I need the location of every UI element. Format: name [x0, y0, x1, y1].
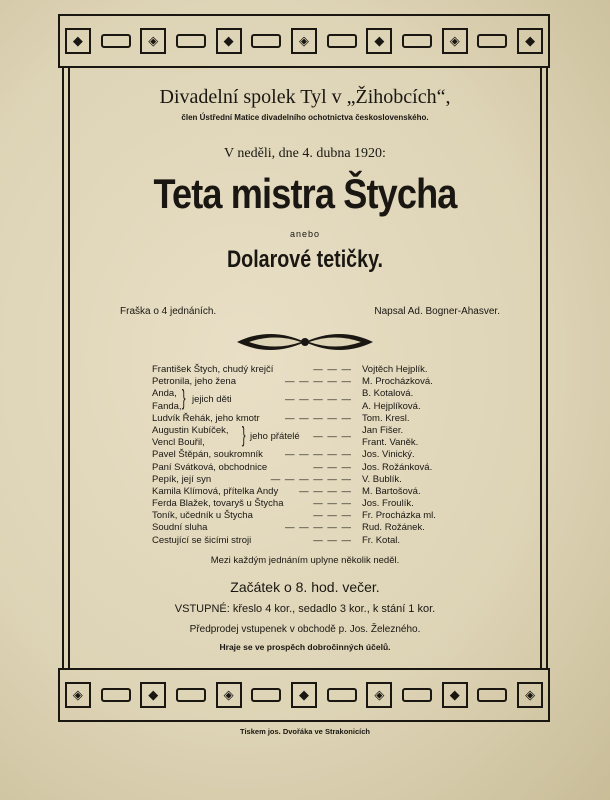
bottom-ornament-band: [58, 668, 550, 722]
cast-row: [152, 462, 512, 474]
cast-actor: M. Procházková.: [362, 376, 433, 388]
ornament-icon: ◆: [517, 28, 543, 54]
cast-role: Anda,: [152, 388, 177, 400]
ornament-bar: [327, 34, 357, 48]
ticket-prices: VSTUPNÉ: křeslo 4 kor., sedadlo 3 kor., k stání 1 kor.: [174, 603, 436, 615]
cast-role: Vencl Bouřil,: [152, 437, 205, 449]
ornament-bar: [101, 34, 131, 48]
cast-row: [152, 437, 512, 449]
cast-role: Pepík, její syn: [152, 473, 212, 485]
cast-row: [152, 413, 512, 425]
cast-row: [152, 498, 512, 510]
cast-list: [152, 364, 512, 547]
leader-dashes: — — —: [313, 534, 352, 546]
ornament-icon: ◆: [291, 682, 317, 708]
ornament-bar: [327, 688, 357, 702]
cast-actor: Frant. Vaněk.: [362, 437, 419, 449]
left-border-rule: [62, 66, 64, 670]
leader-dashes: — — — — —: [284, 522, 352, 534]
ornament-icon: ◈: [517, 682, 543, 708]
poster-content: [80, 66, 530, 670]
ornament-bar: [176, 688, 206, 702]
cast-actor: M. Bartošová.: [362, 485, 421, 497]
cast-role: Ferda Blažek, tovaryš u Štycha: [152, 498, 284, 510]
interval-note: Mezi každým jednáním uplyne několik neděl.: [210, 555, 400, 566]
cast-role: Petronila, jeho žena: [152, 376, 236, 388]
start-time: Začátek o 8. hod. večer.: [230, 579, 380, 595]
group-label: jejich děti: [192, 394, 232, 406]
cast-row: [152, 535, 512, 547]
ornament-bar: [251, 34, 281, 48]
cast-row: [152, 401, 512, 413]
brace-icon: }: [241, 421, 246, 447]
leader-dashes: — — —: [313, 510, 352, 522]
cast-role: František Štych, chudý krejčí: [152, 364, 274, 375]
cast-actor: Jan Fišer.: [362, 424, 404, 436]
ornament-bar: [402, 34, 432, 48]
cast-row: [152, 449, 512, 461]
leader-dashes: — — —: [313, 364, 352, 375]
cast-role: Soudní sluha: [152, 522, 208, 534]
ornament-icon: ◈: [291, 28, 317, 54]
ornament-bar: [402, 688, 432, 702]
top-ornament-band: [58, 14, 550, 68]
ornament-icon: ◈: [65, 682, 91, 708]
decorative-divider-icon: [235, 324, 375, 360]
ornament-icon: ◆: [216, 28, 242, 54]
presale-note: Předprodej vstupenek v obchodě p. Jos. Železného.: [189, 624, 421, 635]
ornament-bar: [176, 34, 206, 48]
play-title: Teta mistra Štycha: [153, 170, 457, 217]
play-subtitle: Dolarové tetičky.: [226, 246, 384, 273]
brace-icon: }: [181, 385, 186, 411]
cast-actor: Jos. Vinický.: [362, 449, 415, 461]
ornament-icon: ◆: [366, 28, 392, 54]
ornament-icon: ◆: [442, 682, 468, 708]
charity-note: Hraje se ve prospěch dobročinných účelů.: [219, 642, 391, 652]
cast-role: Paní Svátková, obchodnice: [152, 461, 268, 473]
leader-dashes: — — — — —: [284, 449, 352, 461]
ornament-bar: [251, 688, 281, 702]
cast-actor: V. Bublík.: [362, 473, 402, 485]
cast-row: [152, 474, 512, 486]
group-label: jeho přátelé: [250, 430, 300, 442]
ornament-icon: ◈: [366, 682, 392, 708]
cast-actor: B. Kotalová.: [362, 388, 414, 400]
leader-dashes: — — —: [313, 430, 352, 442]
society-name: Divadelní spolek Tyl v „Žihobcích“,: [159, 86, 451, 108]
cast-row: [152, 376, 512, 388]
ornament-bar: [477, 688, 507, 702]
cast-row: [152, 522, 512, 534]
ornament-icon: ◆: [65, 28, 91, 54]
cast-actor: Jos. Rožánková.: [362, 461, 433, 473]
leader-dashes: — — — — —: [284, 412, 352, 424]
cast-actor: Rud. Rožánek.: [362, 522, 425, 534]
cast-role: Toník, učedník u Štycha: [152, 510, 253, 522]
printer-credit: Tiskem jos. Dvořáka ve Strakonicích: [240, 727, 370, 736]
right-border-rule: [540, 66, 542, 670]
cast-row: [152, 486, 512, 498]
ornament-bar: [477, 34, 507, 48]
cast-role: Augustin Kubíček,: [152, 424, 229, 436]
leader-dashes: — — — — — —: [270, 473, 352, 485]
leader-dashes: — — —: [313, 498, 352, 510]
cast-row: [152, 364, 512, 376]
cast-actor: Jos. Froulík.: [362, 498, 414, 510]
cast-role: Kamila Klímová, přítelka Andy: [152, 485, 279, 497]
cast-role: Ludvík Řehák, jeho kmotr: [152, 412, 260, 424]
play-genre: Fraška o 4 jednáních.: [120, 306, 217, 317]
ornament-icon: ◈: [140, 28, 166, 54]
leader-dashes: — — — — —: [284, 394, 352, 406]
play-author: Napsal Ad. Bogner-Ahasver.: [374, 306, 500, 317]
anebo-label: anebo: [289, 229, 321, 239]
cast-actor: Tom. Kresl.: [362, 412, 410, 424]
cast-actor: Fr. Kotal.: [362, 534, 401, 546]
cast-role: Fanda,: [152, 400, 182, 412]
ornament-bar: [101, 688, 131, 702]
leader-dashes: — — — — —: [284, 376, 352, 388]
cast-actor: Vojtěch Hejplík.: [362, 364, 428, 375]
ornament-icon: ◈: [442, 28, 468, 54]
ornament-icon: ◆: [140, 682, 166, 708]
cast-role: Cestující se šicími stroji: [152, 534, 252, 546]
ornament-icon: ◈: [216, 682, 242, 708]
left-border-rule: [68, 66, 70, 670]
membership-line: člen Ústřední Matice divadelního ochotnictva československého.: [181, 113, 429, 122]
cast-role: Pavel Štěpán, soukromník: [152, 449, 263, 461]
leader-dashes: — — —: [313, 461, 352, 473]
performance-date: V neděli, dne 4. dubna 1920:: [224, 146, 386, 161]
right-border-rule: [546, 66, 548, 670]
cast-actor: Fr. Procházka ml.: [362, 510, 436, 522]
cast-actor: A. Hejplíková.: [362, 400, 421, 412]
leader-dashes: — — — —: [299, 485, 352, 497]
cast-row: [152, 510, 512, 522]
